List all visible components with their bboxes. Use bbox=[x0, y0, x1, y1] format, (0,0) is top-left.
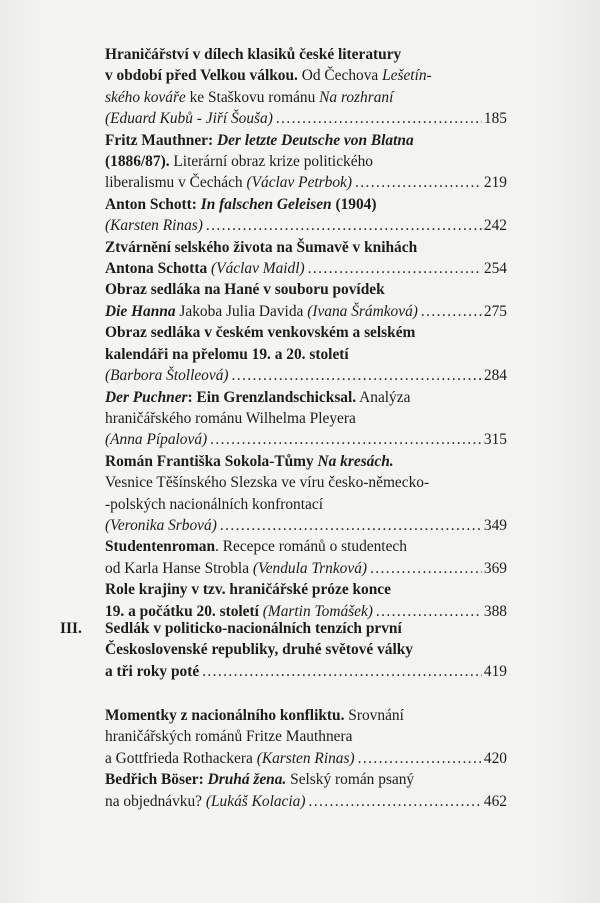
entry-work-title: Na rozhraní bbox=[319, 88, 394, 106]
toc-section bbox=[60, 618, 507, 682]
entry-author: (Karsten Rinas) bbox=[256, 749, 355, 767]
entry-subtitle: Jakoba Julia Davida bbox=[175, 302, 308, 320]
dot-leader bbox=[308, 258, 482, 279]
entry-page-number: 388 bbox=[483, 602, 507, 620]
toc-entry bbox=[105, 451, 507, 537]
entry-author: (Vendula Trnková) bbox=[252, 559, 368, 577]
entry-subtitle: Selský román psaný bbox=[286, 771, 415, 789]
entry-subtitle: Analýza bbox=[356, 388, 411, 406]
dot-leader bbox=[370, 558, 482, 579]
entry-title: : Ein Grenzlandschicksal. bbox=[187, 388, 357, 406]
entry-page-number: 420 bbox=[483, 749, 507, 767]
entry-page-number: 185 bbox=[483, 110, 507, 128]
entry-author: (Lukáš Kolacia) bbox=[205, 792, 306, 810]
entry-author: (Eduard Kubů - Jiří Šouša) bbox=[105, 110, 273, 128]
entry-title: Bedřich Böser: bbox=[105, 771, 208, 789]
entry-author: (Karsten Rinas) bbox=[105, 217, 203, 235]
toc-entry bbox=[105, 387, 507, 451]
section-title: Sedlák v politicko-nacionálních tenzích první bbox=[105, 620, 402, 637]
entry-page-number: 219 bbox=[483, 174, 507, 192]
toc-entry bbox=[105, 579, 507, 622]
toc-entry bbox=[105, 279, 507, 322]
entry-work-title: Die Hanna bbox=[105, 302, 176, 320]
entry-title: v období před Velkou válkou. bbox=[105, 67, 298, 85]
entry-work-title: Lešetín- bbox=[382, 67, 432, 85]
entry-title: Role krajiny v tzv. hraničářské próze konce bbox=[105, 581, 391, 599]
section-title: Československé republiky, druhé světové války bbox=[105, 641, 413, 659]
entry-author: (Václav Petrbok) bbox=[246, 174, 353, 192]
entry-work-title: Na kresách. bbox=[317, 452, 394, 470]
entry-subtitle: . Recepce románů o studentech bbox=[215, 538, 407, 556]
entry-page-number: 369 bbox=[483, 559, 507, 577]
entry-work-title: Der Puchner bbox=[105, 388, 188, 406]
entry-subtitle: Vesnice Těšínského Slezska ve víru česko-německo- bbox=[105, 474, 430, 492]
entry-subtitle: liberalismu v Čechách bbox=[105, 174, 247, 192]
toc-entry bbox=[105, 44, 507, 130]
entry-page-number: 462 bbox=[483, 792, 507, 810]
entry-author: (Martin Tomášek) bbox=[262, 602, 373, 620]
entry-subtitle: Od Čechova bbox=[297, 67, 383, 85]
entry-work-title: Druhá žena. bbox=[207, 771, 287, 789]
entry-title: (1904) bbox=[331, 195, 377, 213]
toc-entry bbox=[105, 194, 507, 237]
entry-title: Ztvárnění selského života na Šumavě v knihách bbox=[105, 238, 418, 256]
entry-author: (Barbora Štolleová) bbox=[105, 367, 229, 385]
dot-leader bbox=[232, 365, 482, 386]
entry-title: Anton Schott: bbox=[105, 195, 201, 213]
dot-leader bbox=[206, 215, 482, 236]
entry-page-number: 254 bbox=[483, 260, 507, 278]
entry-title: kalendáři na přelomu 19. a 20. století bbox=[105, 345, 349, 363]
entry-subtitle: ke Staškovu románu bbox=[185, 88, 320, 106]
entry-page-number: 284 bbox=[483, 367, 507, 385]
entry-title: Antona Schotta bbox=[105, 260, 212, 278]
entry-subtitle: hraničářských románů Fritze Mauthnera bbox=[105, 728, 353, 746]
entry-subtitle: od Karla Hanse Strobla bbox=[105, 559, 253, 577]
dot-leader bbox=[421, 301, 482, 322]
toc-entry bbox=[105, 536, 507, 579]
toc-entry bbox=[105, 705, 507, 769]
entry-subtitle: a Gottfrieda Rothackera bbox=[105, 749, 257, 767]
entry-author: (Ivana Šrámková) bbox=[307, 302, 418, 320]
section-title: a tři roky poté bbox=[105, 662, 200, 680]
entry-subtitle: na objednávku? bbox=[105, 792, 206, 810]
toc-entry bbox=[105, 322, 507, 386]
dot-leader bbox=[308, 791, 481, 812]
entry-title: Hraničářství v dílech klasiků české literatury bbox=[105, 46, 402, 63]
entry-work-title: In falschen Geleisen bbox=[200, 195, 332, 213]
entry-subtitle: Srovnání bbox=[344, 707, 404, 724]
table-of-contents-section-iii bbox=[105, 705, 507, 812]
entry-title: Obraz sedláka v českém venkovském a selském bbox=[105, 324, 416, 342]
entry-author: (Veronika Srbová) bbox=[105, 516, 217, 534]
entry-page-number: 315 bbox=[483, 431, 507, 449]
entry-author: (Anna Pípalová) bbox=[105, 431, 208, 449]
entry-title: (1886/87). bbox=[105, 153, 170, 171]
section-number: III. bbox=[60, 620, 82, 637]
dot-leader bbox=[355, 172, 482, 193]
entry-page-number: 242 bbox=[483, 217, 507, 235]
entry-author: (Václav Maidl) bbox=[211, 260, 305, 278]
table-of-contents bbox=[105, 44, 507, 622]
toc-entry bbox=[105, 130, 507, 194]
entry-title: Studentenroman bbox=[105, 538, 216, 556]
dot-leader bbox=[276, 108, 482, 129]
entry-title: Fritz Mauthner: bbox=[105, 131, 217, 149]
dot-leader bbox=[202, 661, 482, 682]
dot-leader bbox=[210, 429, 482, 450]
entry-title: Obraz sedláka na Hané v souboru povídek bbox=[105, 281, 385, 299]
toc-entry bbox=[105, 237, 507, 280]
entry-work-title: Der letzte Deutsche von Blatna bbox=[216, 131, 414, 149]
entry-page-number: 275 bbox=[483, 302, 507, 320]
dot-leader bbox=[358, 748, 482, 769]
entry-title: 19. a počátku 20. století bbox=[105, 602, 263, 620]
entry-title: Momentky z nacionálního konfliktu. bbox=[105, 707, 345, 724]
toc-entry bbox=[105, 769, 507, 812]
entry-page-number: 349 bbox=[483, 516, 507, 534]
entry-work-title: ského kováře bbox=[105, 88, 186, 106]
section-page-number: 419 bbox=[483, 662, 507, 680]
entry-subtitle: Literární obraz krize politického bbox=[169, 153, 373, 171]
entry-title: Román Františka Sokola-Tůmy bbox=[105, 452, 318, 470]
dot-leader bbox=[220, 515, 482, 536]
entry-subtitle: -polských nacionálních konfrontací bbox=[105, 495, 323, 513]
entry-subtitle: hraničářského románu Wilhelma Pleyera bbox=[105, 409, 356, 427]
